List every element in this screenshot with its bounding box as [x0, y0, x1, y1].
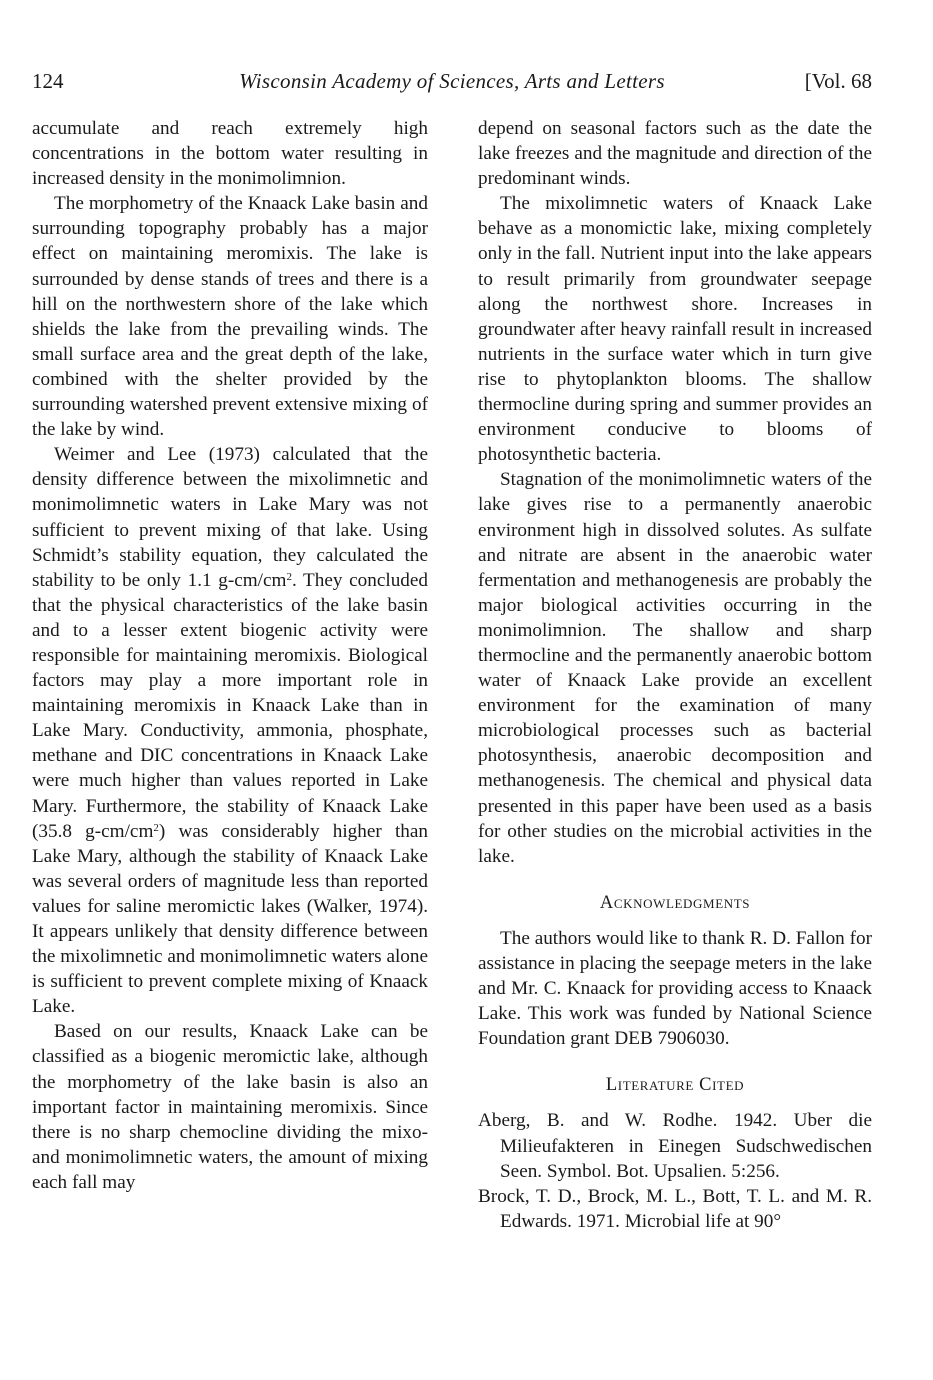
paragraph-text: ) was considerably higher than Lake Mary, although the stability of Knaack Lake was several orders of magnitude less than reported values for saline meromictic lakes (Walker, 1974). It appears unlikely that density difference between the mixolimnetic and monimolimnetic waters alone is sufficient to prevent complete mixing of Knaack Lake.: [32, 820, 428, 1018]
paragraph: Stagnation of the monimolimnetic waters of the lake gives rise to a permanently anaerobic environment high in dissolved solutes. As sulfate and nitrate are absent in the anaerobic water fermentation and methanogenesis are probably the major biological activities occurring in the monimolimnion. The shallow and sharp thermocline and the permanently anaerobic bottom water of Knaack Lake provide an excellent environment for the examination of many microbiological processes such as bacterial photosynthesis, anaerobic decomposition and methanogenesis. The chemical and physical data presented in this paper have been used as a basis for other studies on the microbial activities in the lake.: [478, 469, 872, 867]
superscript: 2: [153, 821, 159, 834]
paragraph: The morphometry of the Knaack Lake basin and surrounding topography probably has a major effect on maintaining meromixis. The lake is surrounded by dense stands of trees and there is a hill on the northwestern shore of the lake which shields the lake from the prevailing winds. The small surface area and the great depth of the lake, combined with the shelter provided by the surrounding watershed prevent extensive mixing of the lake by wind.: [32, 193, 428, 441]
paragraph: Based on our results, Knaack Lake can be classified as a biogenic meromictic lake, although the morphometry of the lake basin is also an important factor in maintaining meromixis. Since there is no sharp chemocline dividing the mixo- and monimolimnetic waters, the amount of mixing each fall may: [32, 1021, 428, 1193]
page-number: 124: [32, 69, 64, 93]
left-column: [32, 116, 428, 1195]
paragraph: depend on seasonal factors such as the date the lake freezes and the magnitude and direction of the predominant winds.: [478, 118, 872, 190]
reference-list: [478, 1108, 872, 1233]
reference-item: Brock, T. D., Brock, M. L., Bott, T. L. and M. R. Edwards. 1971. Microbial life at 90°: [478, 1185, 872, 1232]
superscript: 2: [286, 570, 292, 583]
reference-item: Aberg, B. and W. Rodhe. 1942. Uber die Milieufakteren in Einegen Sudschwedischen Seen. Symbol. Bot. Upsalien. 5:256.: [478, 1110, 872, 1182]
paragraph-text: . They concluded that the physical characteristics of the lake basin and to a lesser extent biogenic activity were responsible for maintaining meromixis. Biological factors may play a more important role in maintaining meromixis in Knaack Lake than in Lake Mary. Conductivity, ammonia, phosphate, methane and DIC concentrations in Knaack Lake were much higher than values reported in Lake Mary. Furthermore, the stability of Knaack Lake (35.8 g-cm/cm: [32, 569, 428, 842]
paragraph: The mixolimnetic waters of Knaack Lake behave as a monomictic lake, mixing completely only in the fall. Nutrient input into the lake appears to result primarily from groundwater seepage along the northwest shore. Increases in groundwater after heavy rainfall result in increased nutrients in the surface water which in turn give rise to phytoplankton blooms. The shallow thermocline during spring and summer provides an environment conducive to blooms of photosynthetic bacteria.: [478, 193, 872, 466]
acknowledgments-text: The authors would like to thank R. D. Fallon for assistance in placing the seepage meters in the lake and Mr. C. Knaack for providing access to Knaack Lake. This work was funded by National Science Foundation grant DEB 7906030.: [478, 927, 872, 1050]
acknowledgments-heading: Acknowledgments: [599, 892, 751, 913]
paragraph: accumulate and reach extremely high concentrations in the bottom water resulting in increased density in the monimolimnion.: [32, 118, 428, 190]
right-column: [478, 116, 872, 1234]
paragraph: [32, 442, 428, 1019]
literature-cited-heading: Literature Cited: [605, 1075, 745, 1096]
running-header: [32, 66, 872, 96]
journal-title: Wisconsin Academy of Sciences, Arts and Letters: [239, 69, 665, 93]
paragraph-text: Weimer and Lee (1973) calculated that the density difference between the mixolimnetic and monimolimnetic waters in Lake Mary was not sufficient to prevent mixing of that lake. Using Schmidt’s stability equation, they calculated the stability to be only 1.1 g-cm/cm: [32, 444, 428, 591]
volume-label: [Vol. 68: [804, 69, 872, 93]
